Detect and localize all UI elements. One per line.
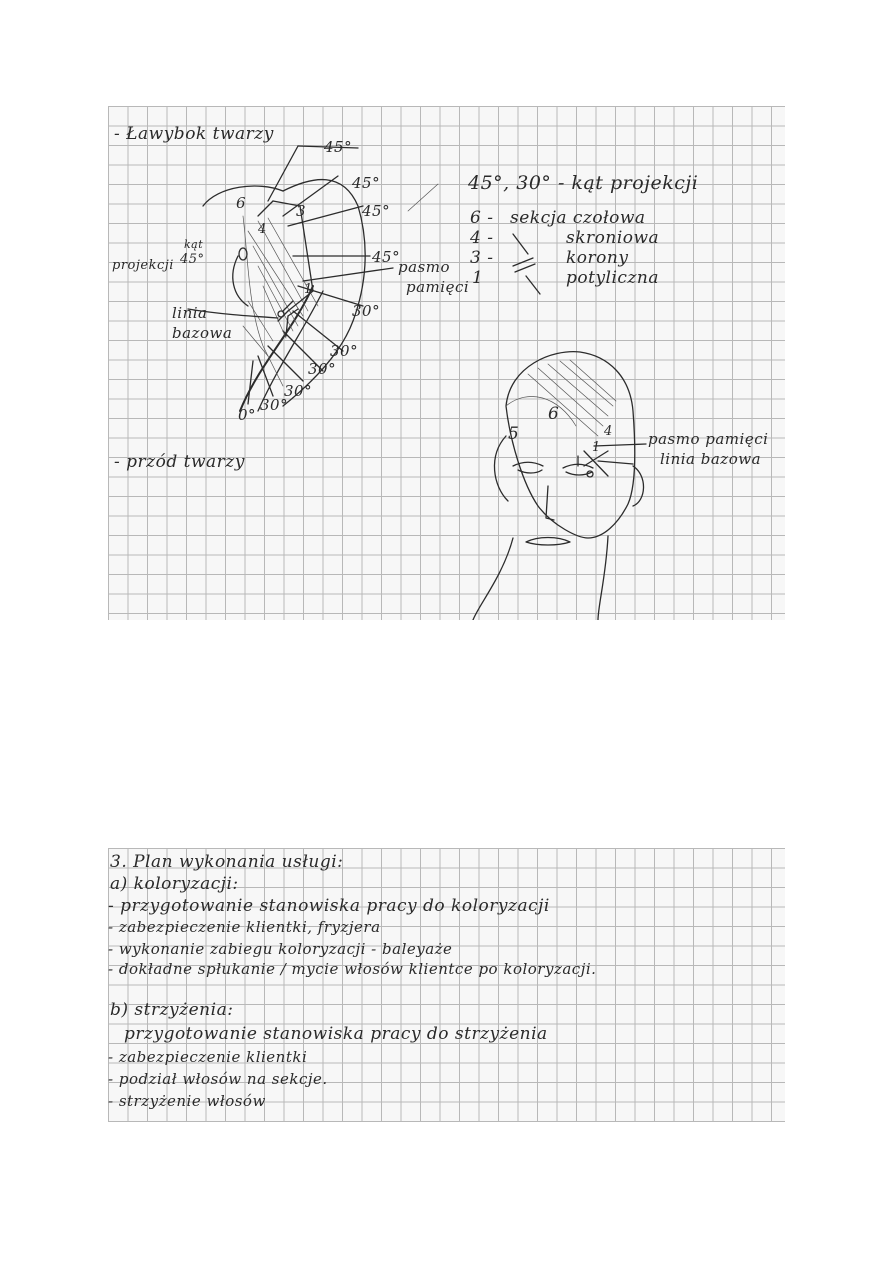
legend-text: korony	[566, 248, 629, 268]
legend-number: 4 -	[470, 228, 494, 248]
face-section-number: 1	[592, 440, 601, 455]
legend-text: potyliczna	[566, 268, 659, 288]
angle-30-label: 30°	[352, 302, 381, 320]
plan-title: 3. Plan wykonania usługi:	[110, 852, 344, 872]
section-number: 1	[304, 282, 313, 297]
plan-list-item: przygotowanie stanowiska pracy do strzyżenia	[124, 1024, 548, 1044]
memory-strand-label: pasmo	[398, 258, 450, 276]
face-section-number: 5	[508, 424, 520, 444]
base-line-label: linia	[172, 304, 208, 322]
angle-45-label: 45°	[362, 202, 391, 220]
legend-number: 6 -	[470, 208, 494, 228]
angle-45-label: 45°	[372, 248, 401, 266]
angle-30-label: 30°	[308, 360, 337, 378]
face-section-number: 6	[548, 404, 560, 424]
plan-list-item: - dokładne spłukanie / mycie włosów klientce po koloryzacji.	[108, 960, 597, 978]
legend-text: skroniowa	[566, 228, 660, 248]
bottom-grid-sheet	[108, 848, 785, 1122]
projection-angle-label: projekcji	[112, 258, 174, 273]
section-number: 3	[296, 202, 307, 220]
angle-45-label: 45°	[324, 138, 353, 156]
angle-30-label: 30°	[330, 342, 359, 360]
plan-list-item: - zabezpieczenie klientki, fryzjera	[108, 918, 381, 936]
top-grid-sheet	[108, 106, 785, 620]
front-heading: - przód twarzy	[114, 452, 245, 472]
section-b-label: b) strzyżenia:	[110, 1000, 234, 1020]
face-memory-strand-label: pasmo pamięci	[648, 430, 769, 448]
angle-0-label: 0°	[238, 406, 257, 424]
angle-45-label: 45°	[352, 174, 381, 192]
angle-word-label: kąt	[184, 238, 204, 251]
memory-strand-label: pamięci	[406, 278, 470, 296]
plan-list-item: - przygotowanie stanowiska pracy do koloryzacji	[108, 896, 550, 916]
plan-list-item: - wykonanie zabiegu koloryzacji - baleyaże	[108, 940, 453, 958]
legend-number: 1	[472, 268, 484, 288]
legend-title: 45°, 30° - kąt projekcji	[468, 172, 699, 194]
plan-list-item: - strzyżenie włosów	[108, 1092, 266, 1110]
legend-text: sekcja czołowa	[510, 208, 646, 228]
face-section-number: 4	[604, 424, 613, 439]
plan-list-item: - podział włosów na sekcje.	[108, 1070, 328, 1088]
projection-angle-value: 45°	[180, 252, 205, 267]
angle-30-label: 30°	[260, 396, 289, 414]
section-a-label: a) koloryzacji:	[110, 874, 239, 894]
section-number: 4	[258, 222, 267, 237]
section-number: 6	[236, 194, 247, 212]
front-face-sketch	[108, 106, 785, 620]
base-line-label: bazowa	[172, 324, 233, 342]
face-base-line-label: linia bazowa	[660, 450, 762, 468]
profile-heading: - Ławybok twarzy	[114, 124, 274, 144]
angle-30-label: 30°	[284, 382, 313, 400]
plan-list-item: - zabezpieczenie klientki	[108, 1048, 308, 1066]
legend-number: 3 -	[470, 248, 494, 268]
